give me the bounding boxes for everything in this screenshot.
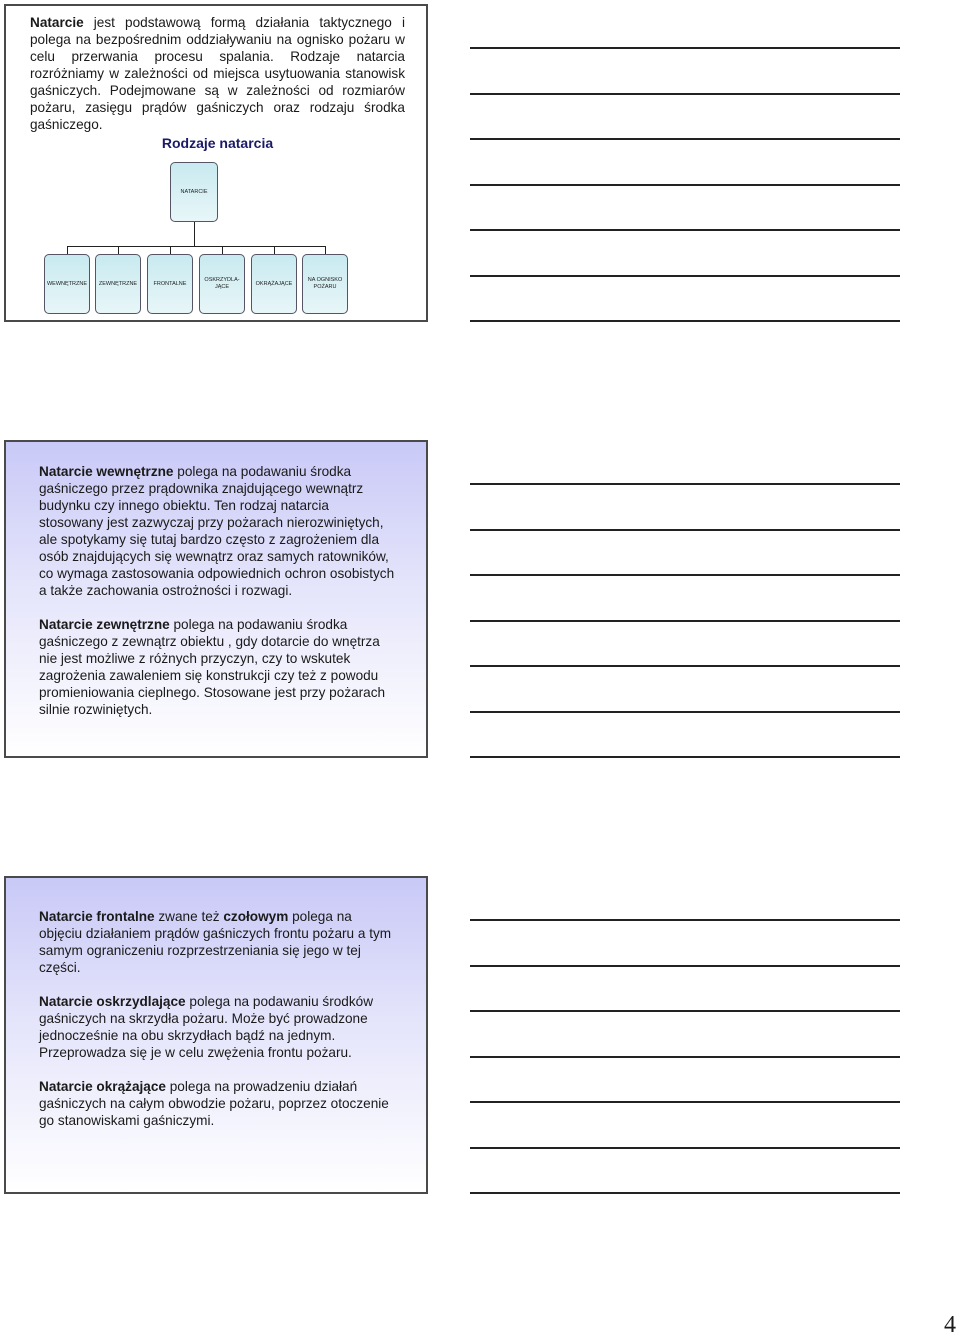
slide-1 <box>4 4 428 322</box>
p1-bold: Natarcie frontalne <box>39 909 155 924</box>
note-line <box>470 47 900 49</box>
org-child-box-na-ognisko <box>302 254 348 314</box>
note-line <box>470 93 900 95</box>
note-line <box>470 919 900 921</box>
org-child-label: OSKRZYDLA-JĄCE <box>204 277 240 290</box>
intro-bold: Natarcie <box>30 15 84 30</box>
note-line <box>470 320 900 322</box>
org-connector-4 <box>222 246 223 254</box>
p1-text: polega na objęciu działaniem prądów gaśniczych frontu pożaru a tym samym ograniczeniu rozprzestrzeniania się jego w tej części. <box>39 909 392 975</box>
org-child-label: ZEWNĘTRZNE <box>98 280 138 287</box>
note-line <box>470 1147 900 1149</box>
slide2-paragraph-1 <box>39 463 396 599</box>
p1-bold2: czołowym <box>223 909 289 924</box>
note-line <box>470 1192 900 1194</box>
p2-bold: Natarcie oskrzydlające <box>39 994 186 1009</box>
note-line <box>470 529 900 531</box>
note-line <box>470 574 900 576</box>
note-line <box>470 229 900 231</box>
slide1-intro <box>30 14 405 133</box>
org-connector-6 <box>325 246 326 254</box>
org-connector-root <box>194 222 195 246</box>
org-chart <box>6 156 430 324</box>
p2-text: polega na podawaniu środka gaśniczego z zewnątrz obiektu , gdy dotarcie do wnętrza nie jest możliwe z różnych przyczyn, czy to wskutek zagrożenia zawaleniem się konstrukcji czy też z powodu promieniowania cieplnego. Stosowane jest przy pożarach silnie rozwiniętych. <box>39 617 386 717</box>
p1-bold: Natarcie wewnętrzne <box>39 464 174 479</box>
note-line <box>470 184 900 186</box>
note-line <box>470 756 900 758</box>
org-connector-bar <box>67 246 325 247</box>
page-number: 4 <box>944 1312 956 1338</box>
slide3-paragraph-1 <box>39 908 396 976</box>
note-line <box>470 711 900 713</box>
p2-text: polega na podawaniu środków gaśniczych na skrzydła pożaru. Może być prowadzone jednocześnie na obu skrzydłach bądź na jednym. Przeprowadza się je w celu zwężenia frontu pożaru. <box>39 994 374 1060</box>
note-line <box>470 620 900 622</box>
org-root-box <box>170 162 218 222</box>
note-line <box>470 138 900 140</box>
intro-text: jest podstawową formą działania taktycznego i polega na bezpośrednim oddziaływaniu na ognisko pożaru w celu przerwania procesu spalania. Rodzaje natarcia rozróżniamy w zależności od miejsca usytuowania stanowisk gaśniczych. Podejmowane są w zależności od rozmiarów pożaru, zasięgu prądów gaśniczych oraz rodzaju środka gaśniczego. <box>30 15 405 132</box>
slide-2 <box>4 440 428 758</box>
slide2-paragraph-2 <box>39 616 396 718</box>
note-line <box>470 965 900 967</box>
org-child-label: NA OGNISKO POŻARU <box>307 277 343 290</box>
note-line <box>470 665 900 667</box>
note-line <box>470 275 900 277</box>
org-connector-5 <box>274 246 275 254</box>
p1-text: polega na podawaniu środka gaśniczego przez prądownika znajdującego wewnątrz budynku czy innego obiektu. Ten rodzaj natarcia stosowany jest zazwyczaj przy pożarach nierozwiniętych, ale spotykamy się tutaj bardzo często z zagrożeniem dla osób znajdujących się wewnątrz oraz samych ratowników, co wymaga zastosowania odpowiednich ochron osobistych a także zachowania ostrożności i rozwagi. <box>39 464 395 598</box>
org-child-box-frontalne <box>147 254 193 314</box>
org-connector-3 <box>170 246 171 254</box>
org-child-box-okrazajace <box>251 254 297 314</box>
org-child-box-oskrzydlajace <box>199 254 245 314</box>
p3-text: polega na prowadzeniu działań gaśniczych na całym obwodzie pożaru, poprzez otoczenie go stanowiskami gaśniczymi. <box>39 1079 389 1128</box>
org-child-label: FRONTALNE <box>153 281 187 287</box>
org-connector-2 <box>118 246 119 254</box>
org-child-box-zewnetrzne <box>95 254 141 314</box>
note-line <box>470 1056 900 1058</box>
p3-bold: Natarcie okrążające <box>39 1079 166 1094</box>
p2-bold: Natarcie zewnętrzne <box>39 617 170 632</box>
note-line <box>470 483 900 485</box>
note-line <box>470 1010 900 1012</box>
org-connector-1 <box>67 246 68 254</box>
org-child-label: WEWNĘTRZNE <box>46 280 88 287</box>
org-root-label: NATARCIE <box>180 188 208 195</box>
slide3-paragraph-3 <box>39 1078 396 1129</box>
org-child-label: OKRĄŻAJĄCE <box>255 281 293 287</box>
org-child-box-wewnetrzne <box>44 254 90 314</box>
note-line <box>470 1101 900 1103</box>
slide3-paragraph-2 <box>39 993 396 1061</box>
org-chart-title: Rodzaje natarcia <box>161 135 274 151</box>
p1-mid: zwane też <box>154 909 224 924</box>
slide-3 <box>4 876 428 1194</box>
